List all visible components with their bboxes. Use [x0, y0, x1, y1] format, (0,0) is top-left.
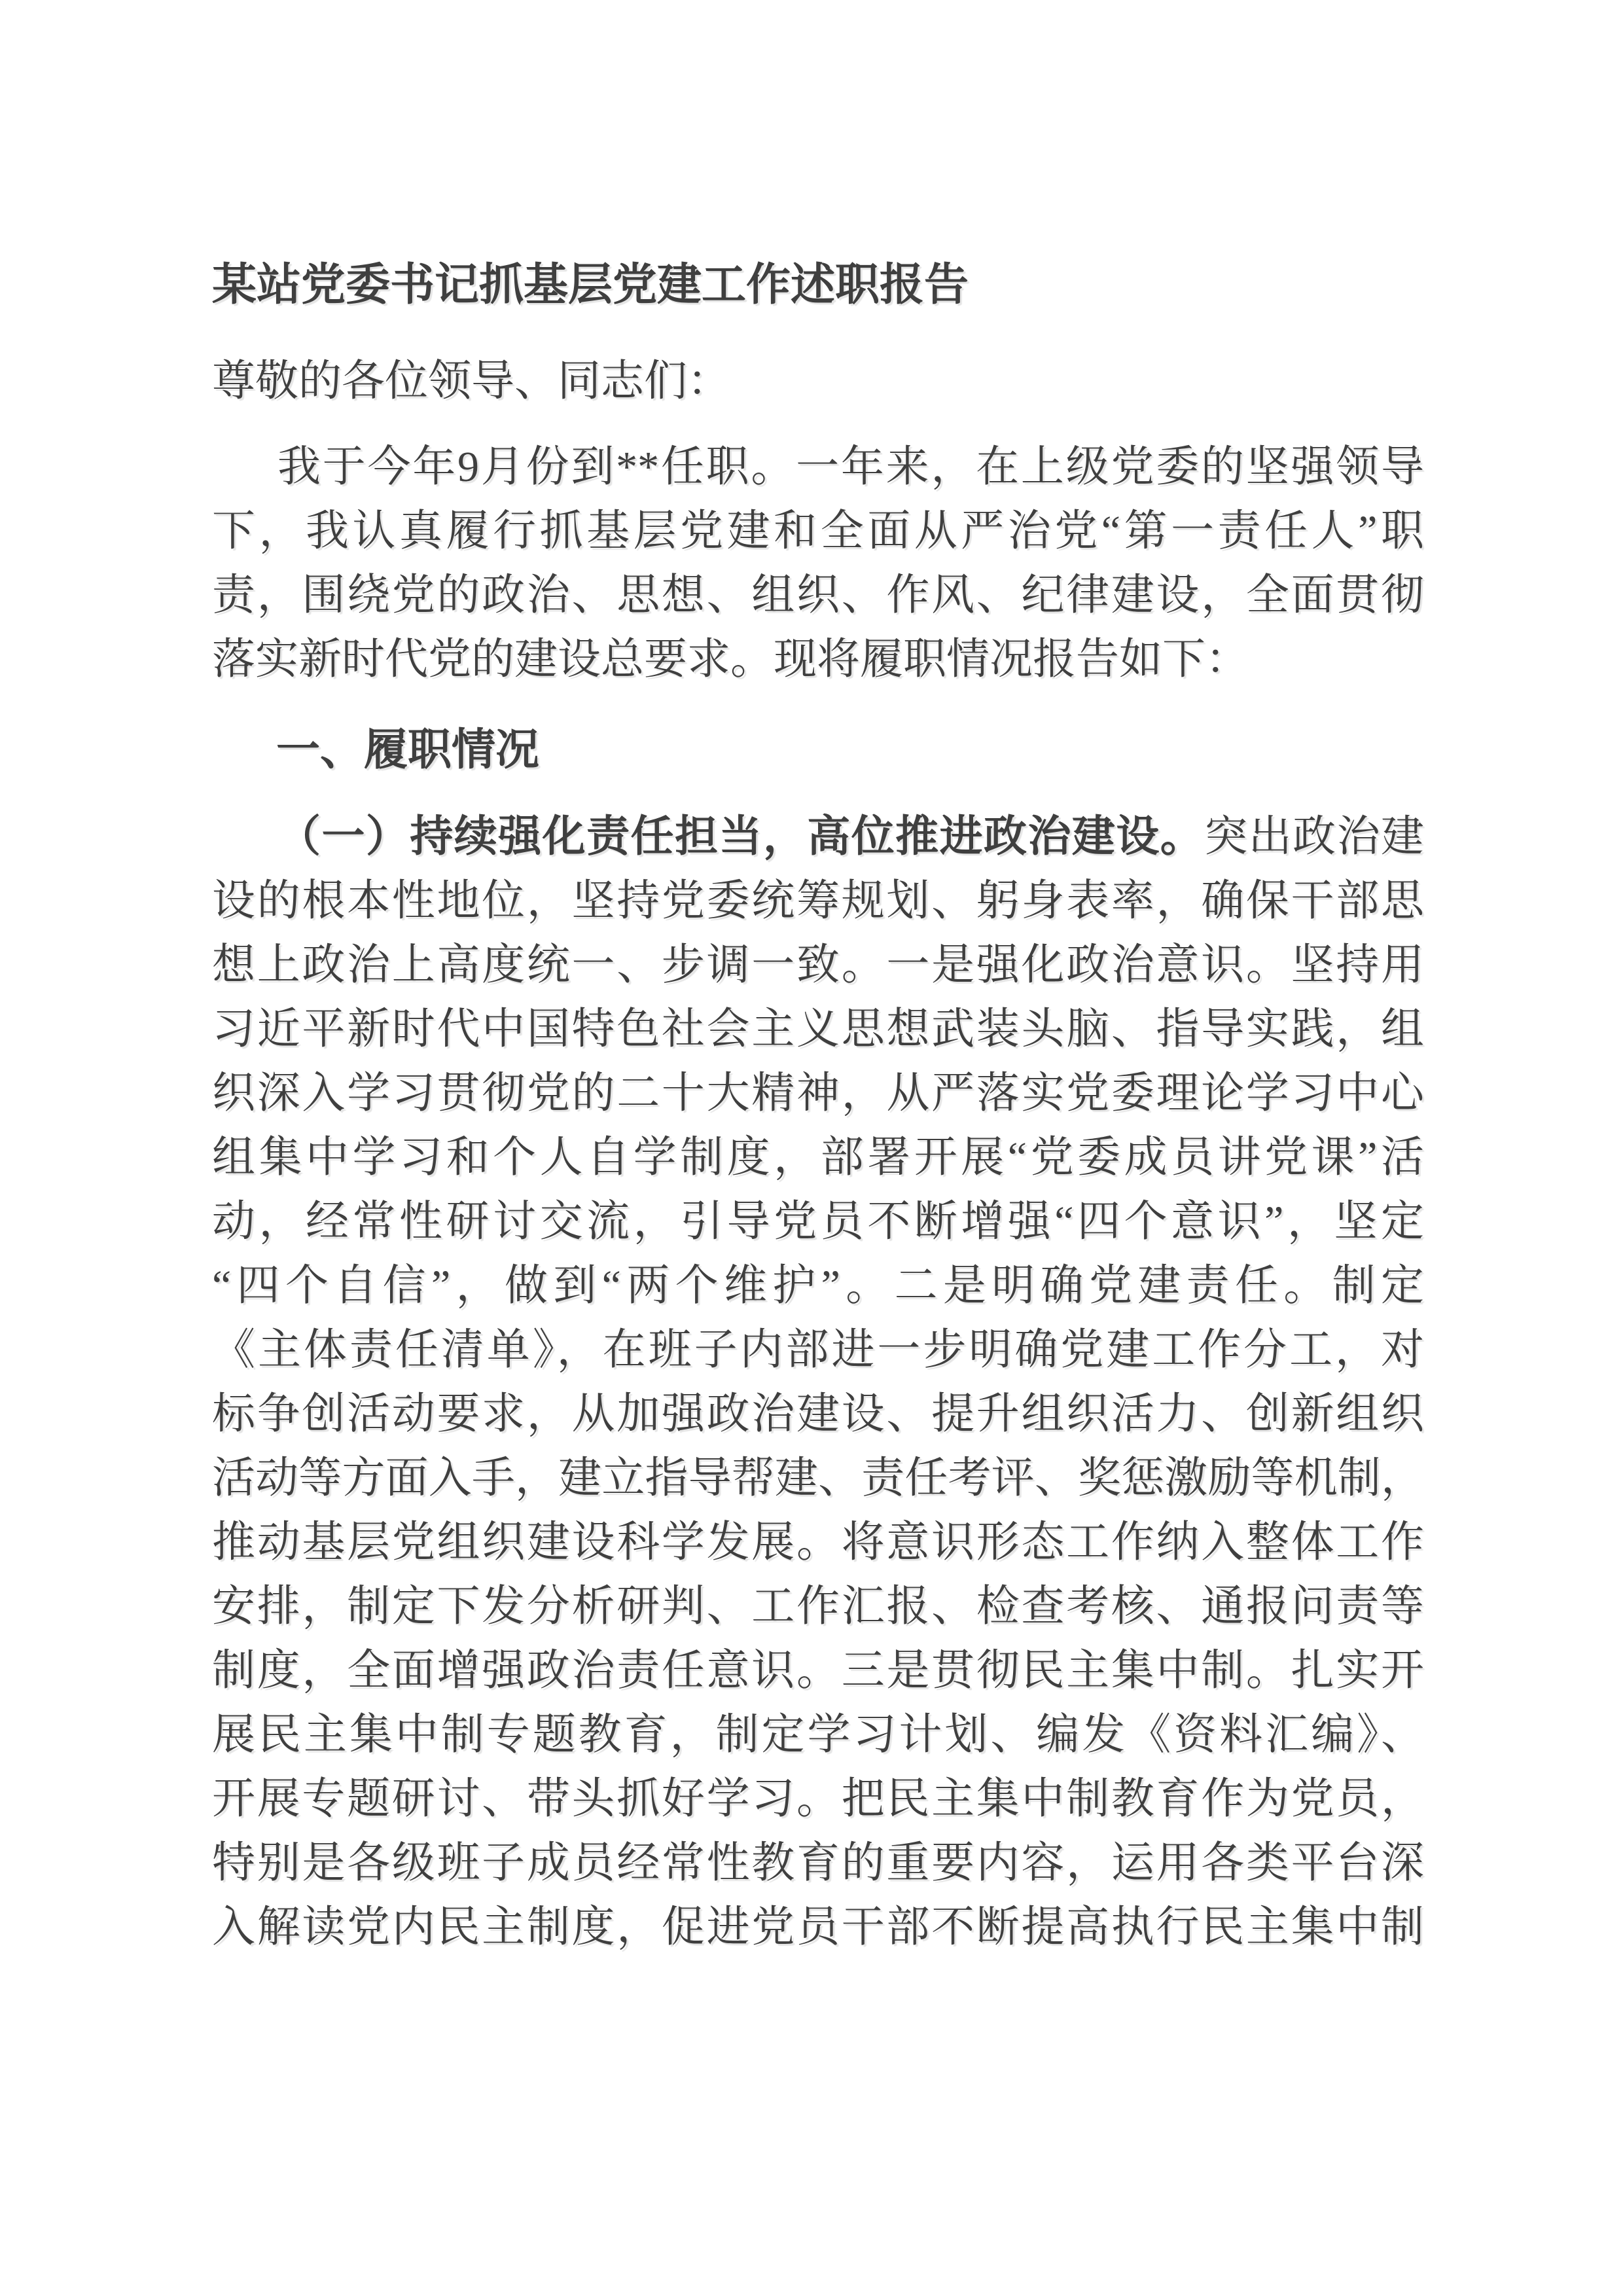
text-line: 落实新时代党的建设总要求。现将履职情况报告如下：	[212, 636, 1249, 683]
subsection-lead-rest: 突出政治建	[1204, 813, 1425, 861]
text-line: 活动等方面入手，建立指导帮建、责任考评、奖惩激励等机制，	[212, 1454, 1424, 1502]
text-line: 标争创活动要求，从加强政治建设、提升组织活力、创新组织	[212, 1390, 1424, 1438]
text-line: 设的根本性地位，坚持党委统筹规划、躬身表率，确保干部思	[212, 877, 1424, 925]
document-title: 某站党委书记抓基层党建工作述职报告	[212, 260, 969, 310]
text-line: “四个自信”，做到“两个维护”。二是明确党建责任。制定	[212, 1262, 1424, 1310]
text-line: 动，经常性研讨交流，引导党员不断增强“四个意识”，坚定	[212, 1198, 1424, 1246]
text-line: 开展专题研讨、带头抓好学习。把民主集中制教育作为党员，	[212, 1775, 1424, 1823]
text-line: 特别是各级班子成员经常性教育的重要内容，运用各类平台深	[212, 1839, 1424, 1887]
text-line: 展民主集中制专题教育，制定学习计划、编发《资料汇编》、	[212, 1711, 1424, 1759]
text-line: 《主体责任清单》，在班子内部进一步明确党建工作分工，对	[212, 1326, 1424, 1374]
text-line: 组集中学习和个人自学制度，部署开展“党委成员讲党课”活	[212, 1134, 1424, 1181]
intro-paragraph	[212, 435, 1424, 692]
text-line: 安排，制定下发分析研判、工作汇报、检查考核、通报问责等	[212, 1583, 1424, 1630]
subsection-paragraph	[212, 804, 1424, 1960]
document-content	[212, 253, 1424, 1960]
text-line: 习近平新时代中国特色社会主义思想武装头脑、指导实践，组	[212, 1005, 1424, 1053]
subsection-lead-bold: （一）持续强化责任担当，高位推进政治建设。	[277, 812, 1205, 860]
text-line	[212, 804, 1424, 869]
text-line: 想上政治上高度统一、步调一致。一是强化政治意识。坚持用	[212, 941, 1424, 989]
section-heading: 一、履职情况	[276, 725, 539, 774]
text-line: 入解读党内民主制度，促进党员干部不断提高执行民主集中制	[212, 1903, 1424, 1951]
text-line: 下，我认真履行抓基层党建和全面从严治党“第一责任人”职	[212, 507, 1424, 555]
salutation-line: 尊敬的各位领导、同志们：	[212, 357, 730, 405]
text-line: 织深入学习贯彻党的二十大精神，从严落实党委理论学习中心	[212, 1069, 1424, 1117]
text-line: 推动基层党组织建设科学发展。将意识形态工作纳入整体工作	[212, 1518, 1424, 1566]
text-line: 责，围绕党的政治、思想、组织、作风、纪律建设，全面贯彻	[212, 571, 1424, 619]
text-line: 我于今年9月份到**任职。一年来，在上级党委的坚强领导	[277, 443, 1424, 491]
text-line: 制度，全面增强政治责任意识。三是贯彻民主集中制。扎实开	[212, 1647, 1424, 1695]
